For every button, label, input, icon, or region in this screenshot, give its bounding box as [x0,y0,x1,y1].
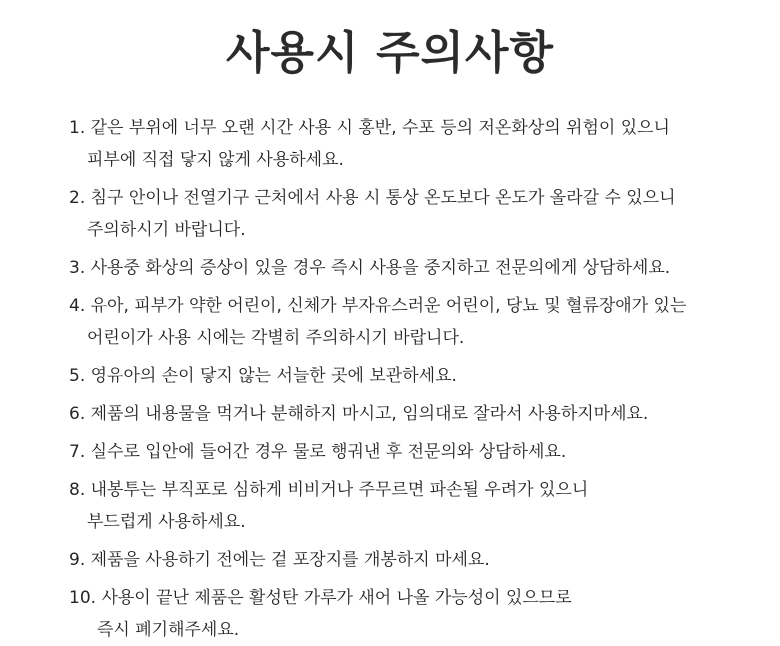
caution-item-5 [69,360,759,392]
caution-item-text: 5. 영유아의 손이 닿지 않는 서늘한 곳에 보관하세요. [69,366,457,386]
caution-item-continuation: 부드럽게 사용하세요. [87,512,246,532]
caution-item-2 [69,182,759,246]
caution-item-text: 3. 사용중 화상의 증상이 있을 경우 즉시 사용을 중지하고 전문의에게 상담하세요. [69,258,671,278]
caution-item-continuation: 즉시 폐기해주세요. [97,620,240,640]
caution-item-4 [69,290,759,354]
caution-item-text: 9. 제품을 사용하기 전에는 겉 포장지를 개봉하지 마세요. [69,550,490,570]
caution-item-7 [69,436,759,468]
caution-item-text: 4. 유아, 피부가 약한 어린이, 신체가 부자유스러운 어린이, 당뇨 및 혈류장애가 있는 [69,296,687,316]
caution-item-1 [69,112,759,176]
caution-item-text: 6. 제품의 내용물을 먹거나 분해하지 마시고, 임의대로 잘라서 사용하지마세요. [69,404,649,424]
caution-item-10 [69,582,759,646]
caution-item-continuation: 어린이가 사용 시에는 각별히 주의하시기 바랍니다. [87,328,465,348]
caution-item-text: 7. 실수로 입안에 들어간 경우 물로 행궈낸 후 전문의와 상담하세요. [69,442,567,462]
caution-item-continuation: 피부에 직접 닿지 않게 사용하세요. [87,150,344,170]
caution-item-8 [69,474,759,538]
caution-item-text: 1. 같은 부위에 너무 오랜 시간 사용 시 홍반, 수포 등의 저온화상의 위험이 있으니 [69,118,670,138]
page-title: 사용시 주의사항 [226,26,554,79]
caution-item-9 [69,544,759,576]
caution-item-text: 8. 내봉투는 부직포로 심하게 비비거나 주무르면 파손될 우려가 있으니 [69,480,589,500]
caution-list [69,112,759,646]
caution-item-3 [69,252,759,284]
caution-item-continuation: 주의하시기 바랍니다. [87,220,246,240]
caution-item-text: 10. 사용이 끝난 제품은 활성탄 가루가 새어 나올 가능성이 있으므로 [69,588,572,608]
caution-item-text: 2. 침구 안이나 전열기구 근처에서 사용 시 통상 온도보다 온도가 올라갈 수 있으니 [69,188,676,208]
caution-item-6 [69,398,759,430]
